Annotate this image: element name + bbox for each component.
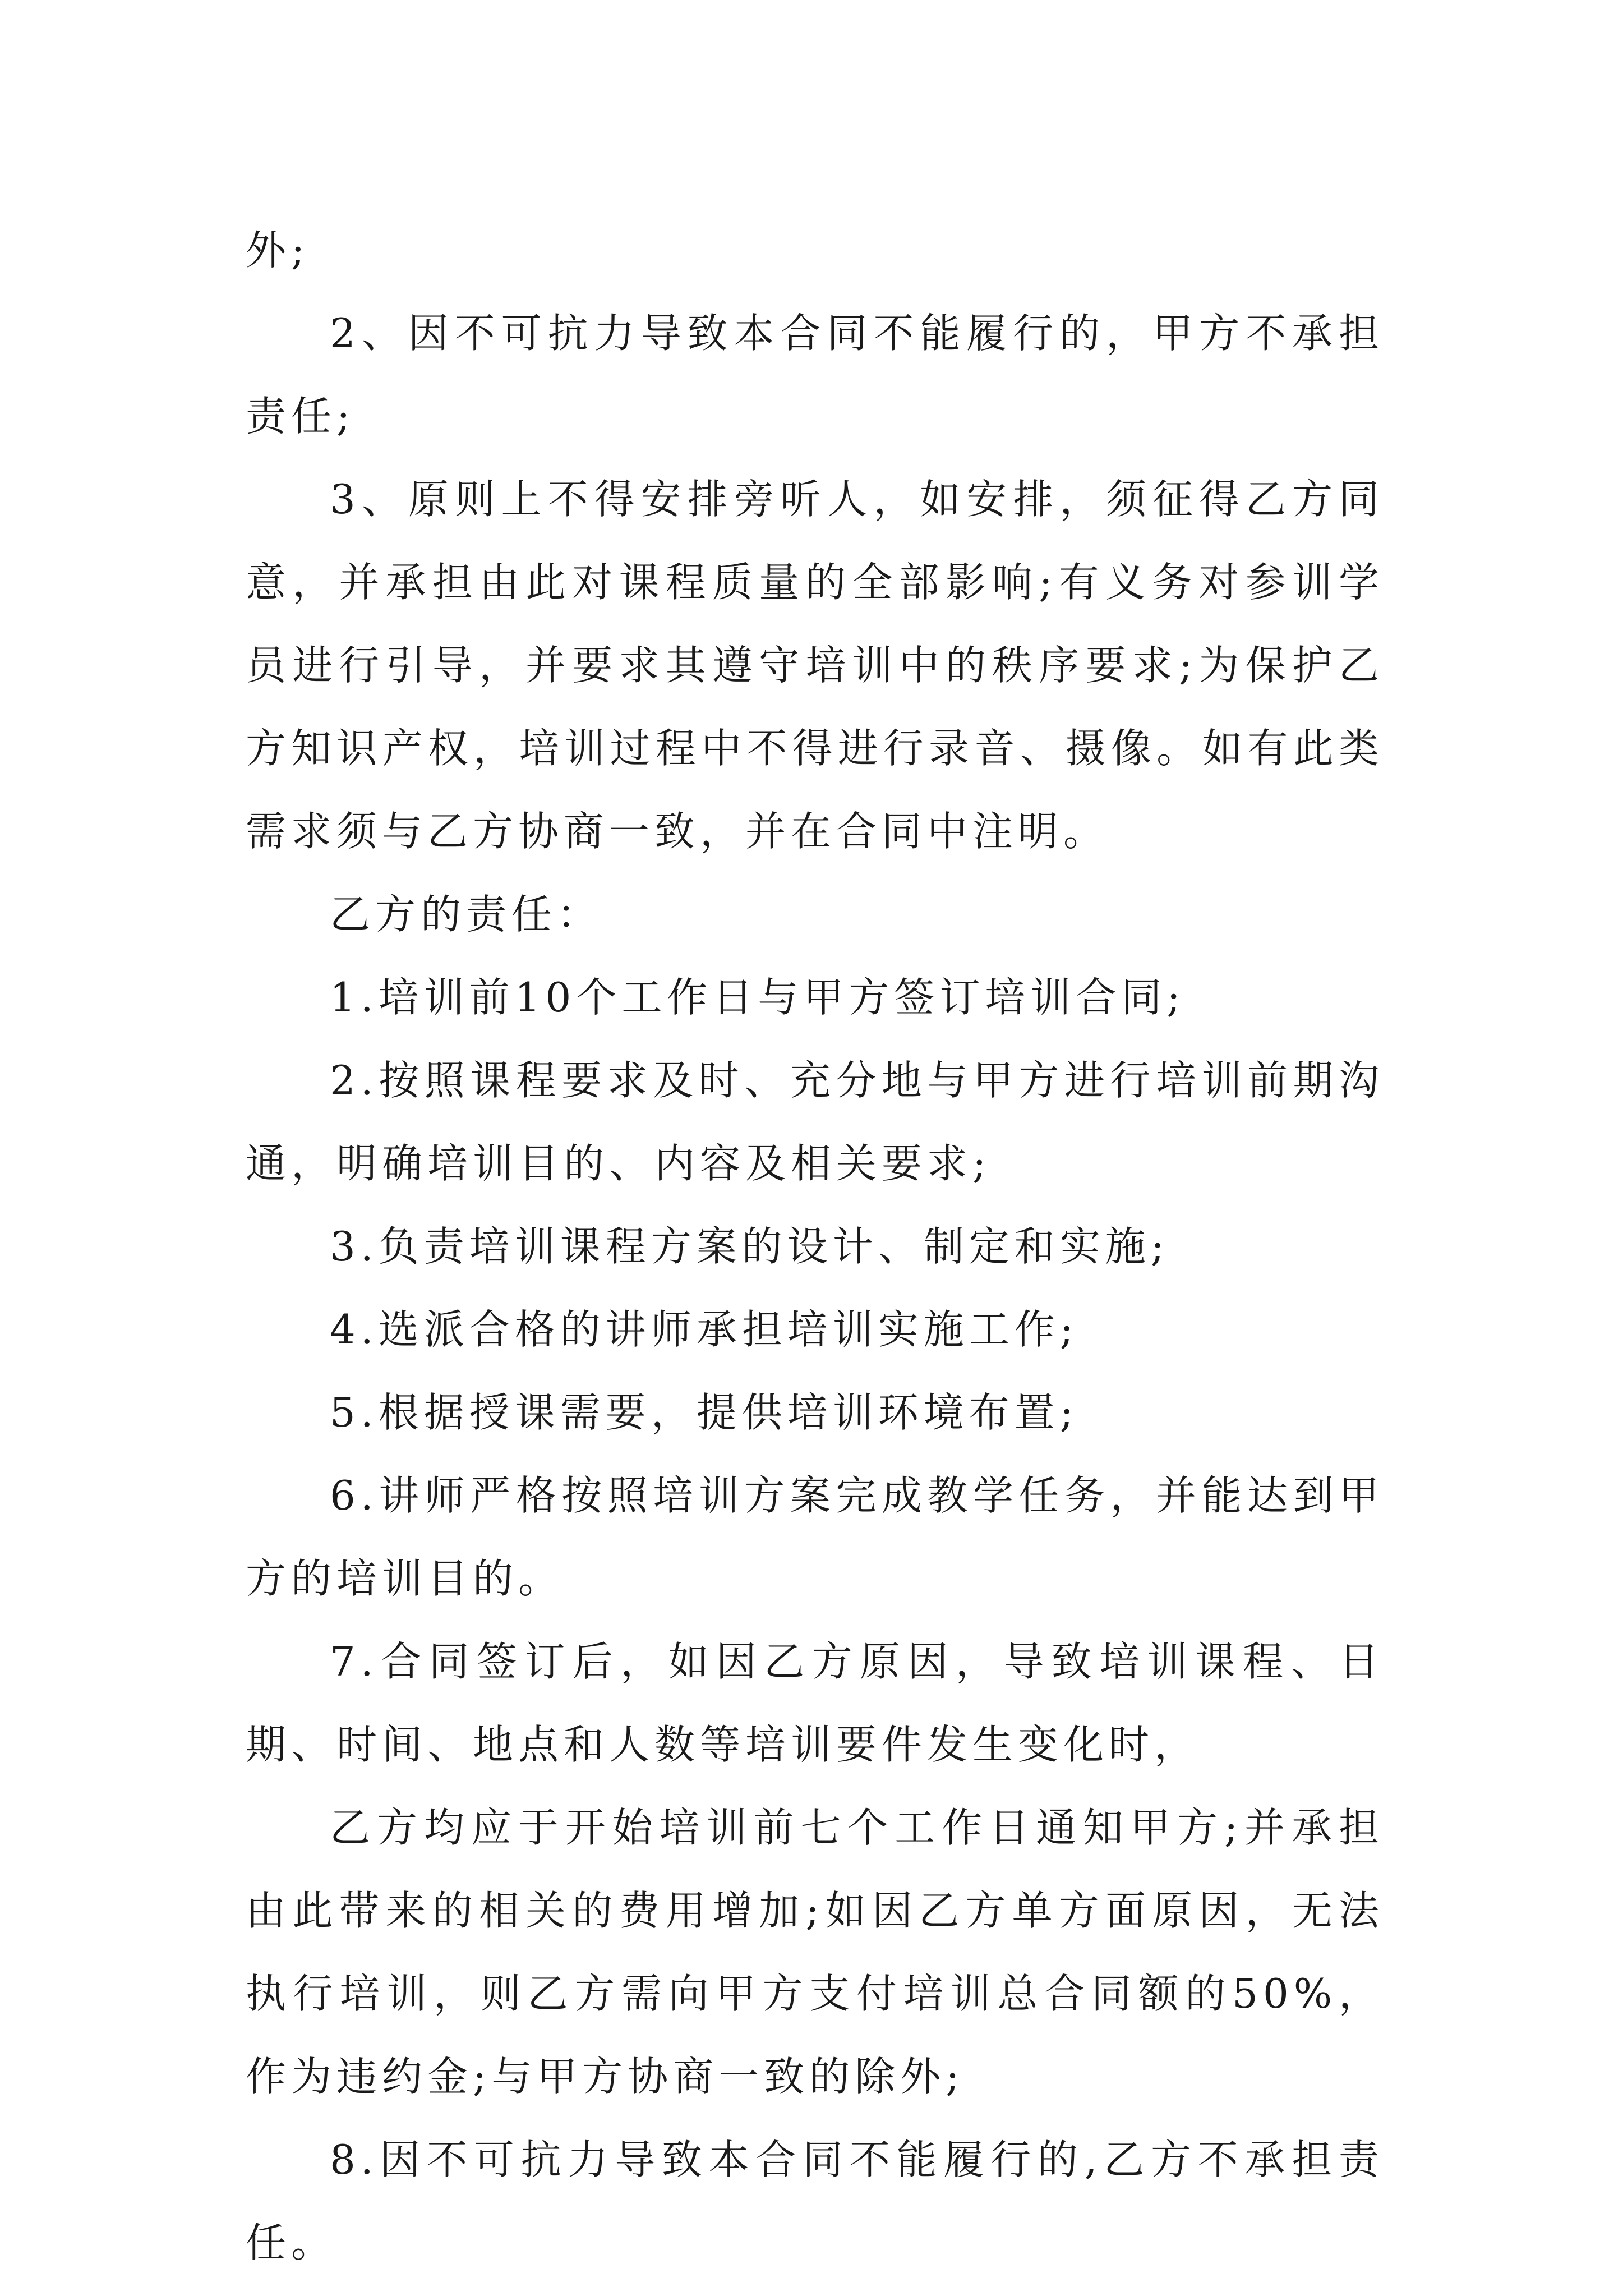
paragraph-party-b-item-7: 7.合同签订后，如因乙方原因，导致培训课程、日期、时间、地点和人数等培训要件发生变化时， (246, 1638, 1384, 1768)
paragraph-party-b-item-2: 2.按照课程要求及时、充分地与甲方进行培训前期沟通，明确培训目的、内容及相关要求; (246, 1057, 1384, 1187)
paragraph-party-b-item-5: 5.根据授课需要，提供培训环境布置; (330, 1389, 1078, 1436)
paragraph-party-a-item-3: 3、原则上不得安排旁听人，如安排，须征得乙方同意，并承担由此对课程质量的全部影响;有义务对参训学员进行引导，并要求其遵守培训中的秩序要求;为保护乙方知识产权，培训过程中不得进行录音、摄像。如有此类需求须与乙方协商一致，并在合同中注明。 (246, 476, 1384, 855)
paragraph-party-b-item-6: 6.讲师严格按照培训方案完成教学任务，并能达到甲方的培训目的。 (246, 1472, 1384, 1602)
section-heading-party-b: 乙方的责任： (330, 891, 603, 938)
document-body (246, 209, 1384, 2284)
paragraph-party-b-item-8: 8.因不可抗力导致本合同不能履行的,乙方不承担责任。 (246, 2136, 1384, 2266)
paragraph-continuation: 外; (246, 227, 310, 274)
paragraph-party-b-item-4: 4.选派合格的讲师承担培训实施工作; (330, 1306, 1078, 1353)
paragraph-party-a-item-2: 2、因不可抗力导致本合同不能履行的，甲方不承担责任; (246, 310, 1384, 440)
paragraph-party-b-item-1: 1.培训前10个工作日与甲方签订培训合同; (330, 974, 1186, 1021)
paragraph-party-b-item-7-continued: 乙方均应于开始培训前七个工作日通知甲方;并承担由此带来的相关的费用增加;如因乙方单方面原因，无法执行培训，则乙方需向甲方支付培训总合同额的50%，作为违约金;与甲方协商一致的除外; (246, 1804, 1384, 2100)
paragraph-party-b-item-3: 3.负责培训课程方案的设计、制定和实施; (330, 1223, 1169, 1270)
